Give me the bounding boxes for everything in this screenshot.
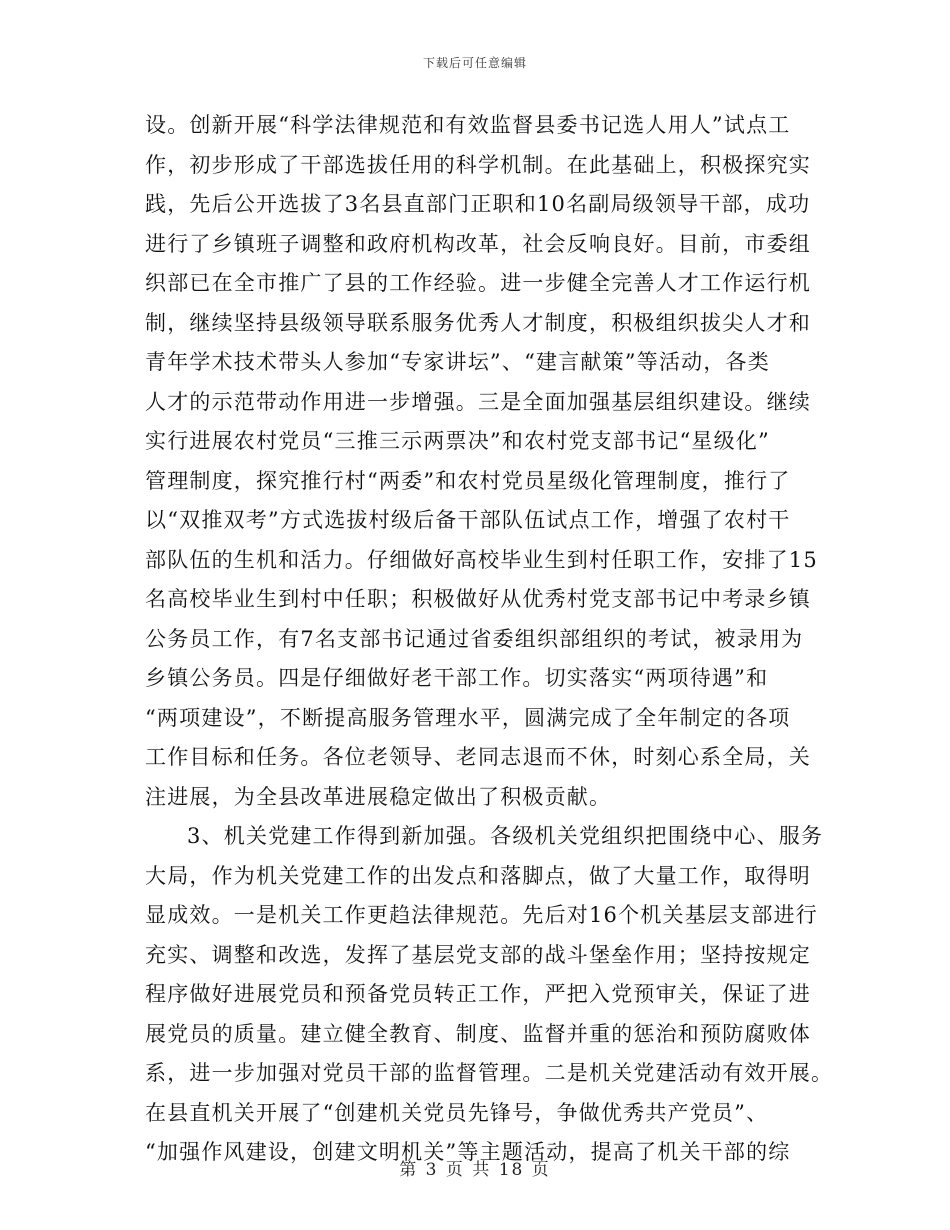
body-line: 大局，作为机关党建工作的出发点和落脚点，做了大量工作，取得明 [145, 863, 811, 888]
body-line: 在县直机关开展了“创建机关党员先锋号，争做优秀共产党员”、 [145, 1100, 769, 1125]
body-line: 织部已在全市推广了县的工作经验。进一步健全完善人才工作运行机 [145, 271, 811, 295]
body-line: 系，进一步加强对党员干部的监督管理。二是机关党建活动有效开展。 [145, 1061, 834, 1085]
body-line: 实行进展农村党员“三推三示两票决”和农村党支部书记“星级化” [145, 429, 770, 453]
page-number-footer: 第 3 页 共 18 页 [399, 1160, 551, 1180]
body-line: 制，继续坚持县级领导联系服务优秀人才制度，积极组织拔尖人才和 [145, 310, 811, 335]
body-line: 展党员的质量。建立健全教育、制度、监督并重的惩治和预防腐败体 [145, 1021, 811, 1046]
body-line: 以“双推双考”方式选拔村级后备干部队伍试点工作，增强了农村干 [145, 508, 791, 532]
body-line: 充实、调整和改选，发挥了基层党支部的战斗堡垒作用；坚持按规定 [145, 942, 811, 967]
body-line: 显成效。一是机关工作更趋法律规范。先后对16个机关基层支部进行 [145, 903, 818, 927]
body-line: “两项建设”，不断提高服务管理水平，圆满完成了全年制定的各项 [145, 705, 791, 730]
body-line: 公务员工作，有7名支部书记通过省委组织部组织的考试，被录用为 [145, 626, 804, 651]
body-line: 管理制度，探究推行村“两委”和农村党员星级化管理制度，推行了 [145, 468, 791, 493]
page-header: 下载后可任意编辑 [422, 56, 527, 70]
body-line: 作，初步形成了干部选拔任用的科学机制。在此基础上，积极探究实 [145, 152, 811, 177]
body-line: “加强作风建设，创建文明机关”等主题活动，提高了机关干部的综 [145, 1140, 791, 1164]
body-line: 乡镇公务员。四是仔细做好老干部工作。切实落实“两项待遇”和 [145, 666, 769, 690]
body-line: 设。创新开展“科学法律规范和有效监督县委书记选人用人”试点工 [145, 113, 791, 137]
body-line: 青年学术技术带头人参加“专家讲坛”、“建言献策”等活动，各类 [145, 350, 770, 374]
body-line: 部队伍的生机和活力。仔细做好高校毕业生到村任职工作，安排了15 [145, 547, 818, 572]
body-line: 工作目标和任务。各位老领导、老同志退而不休，时刻心系全局，关 [145, 745, 811, 769]
body-line: 注进展，为全县改革进展稳定做出了积极贡献。 [145, 784, 612, 809]
body-line: 名高校毕业生到村中任职；积极做好从优秀村党支部书记中考录乡镇 [145, 587, 811, 611]
body-line: 人才的示范带动作用进一步增强。三是全面加强基层组织建设。继续 [145, 389, 811, 414]
body-line: 践，先后公开选拔了3名县直部门正职和10名副局级领导干部，成功 [145, 192, 811, 216]
body-line: 进行了乡镇班子调整和政府机构改革，社会反响良好。目前，市委组 [145, 231, 811, 256]
section-heading-line: 3、机关党建工作得到新加强。各级机关党组织把围绕中心、服务 [187, 824, 824, 848]
body-line: 程序做好进展党员和预备党员转正工作，严把入党预审关，保证了进 [145, 982, 811, 1006]
document-body [145, 106, 834, 1173]
